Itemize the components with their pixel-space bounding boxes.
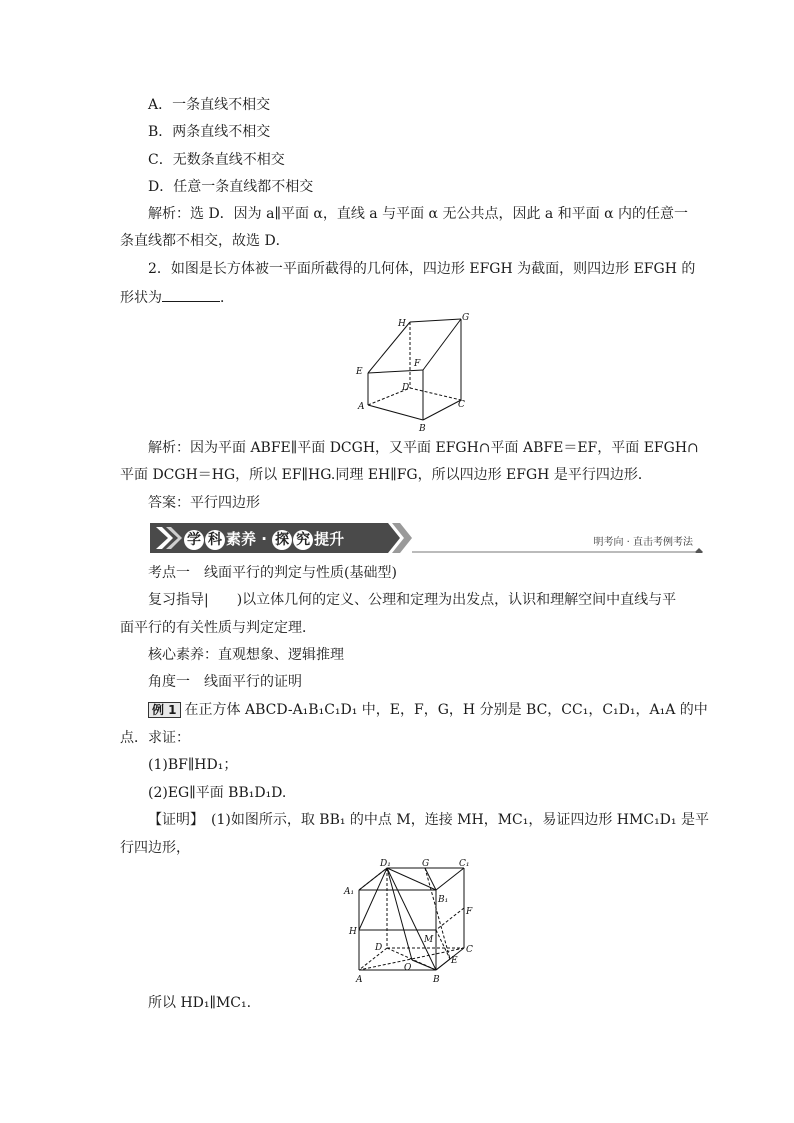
review-guide-line2: 面平行的有关性质与判定定理． bbox=[120, 620, 316, 636]
solution2-line1: 解析：因为平面 ABFE∥平面 DCGH，又平面 EFGH∩平面 ABFE＝EF，平面 EFGH∩ bbox=[148, 440, 699, 456]
figure-truncated-prism bbox=[350, 310, 480, 435]
label-H2: H bbox=[349, 927, 357, 937]
label-A1: A₁ bbox=[344, 887, 355, 897]
banner-subtitle: 明考向 · 直击考例考法 bbox=[593, 537, 693, 548]
proof-line2: 行四边形， bbox=[120, 840, 190, 856]
option-c: C．无数条直线不相交 bbox=[148, 152, 285, 168]
option-a: A．一条直线不相交 bbox=[148, 97, 271, 113]
label-E2: E bbox=[451, 956, 458, 966]
example1-line2: 点．求证： bbox=[120, 730, 190, 746]
label-D1: D₁ bbox=[380, 859, 391, 869]
label-A2: A bbox=[356, 975, 363, 985]
example-badge: 例 1 bbox=[148, 702, 181, 718]
banner-char-tan: 探 bbox=[272, 530, 292, 550]
label-F2: F bbox=[466, 907, 473, 917]
review-guide-line1: 复习指导| )以立体几何的定义、公理和定理为出发点，认识和理解空间中直线与平 bbox=[148, 592, 677, 608]
banner-text-tisheng: 提升 bbox=[314, 530, 345, 548]
problem2-prefix: 形状为 bbox=[120, 290, 162, 306]
banner-text-suyang: 素养 · bbox=[226, 530, 273, 548]
solution1-line1: 解析：选 D．因为 a∥平面 α，直线 a 与平面 α 无公共点，因此 a 和平面 α 内的任意一 bbox=[148, 206, 689, 222]
label-F: F bbox=[414, 359, 421, 369]
label-O: O bbox=[404, 963, 412, 973]
label-A: A bbox=[358, 402, 365, 412]
banner-char-jiu: 究 bbox=[293, 530, 313, 550]
option-b: B．两条直线不相交 bbox=[148, 124, 271, 140]
answer-blank bbox=[162, 287, 220, 302]
proof-conclusion: 所以 HD₁∥MC₁. bbox=[148, 995, 252, 1011]
label-C1: C₁ bbox=[459, 859, 470, 869]
core-literacy: 核心素养：直观想象、逻辑推理 bbox=[148, 647, 344, 663]
section-banner bbox=[150, 523, 705, 553]
figure-cube bbox=[340, 858, 480, 988]
banner-char-xue: 学 bbox=[184, 530, 204, 550]
proof-line1: 【证明】 (1)如图所示，取 BB₁ 的中点 M，连接 MH，MC₁，易证四边形 HMC₁D₁ 是平 bbox=[148, 812, 709, 828]
option-d: D．任意一条直线都不相交 bbox=[148, 179, 314, 195]
example1-item1: (1)BF∥HD₁； bbox=[148, 757, 238, 773]
solution2-line2: 平面 DCGH＝HG，所以 EF∥HG.同理 EH∥FG，所以四边形 EFGH 是平行四边形． bbox=[120, 467, 652, 483]
kaodian-heading: 考点一 线面平行的判定与性质(基础型) bbox=[148, 565, 397, 581]
label-M: M bbox=[424, 935, 434, 945]
problem2-line1: 2．如图是长方体被一平面所截得的几何体，四边形 EFGH 为截面，则四边形 EFGH 的 bbox=[148, 261, 696, 277]
label-E: E bbox=[356, 367, 363, 377]
label-H: H bbox=[398, 319, 406, 329]
label-B: B bbox=[419, 424, 426, 434]
example1-text: 在正方体 ABCD-A₁B₁C₁D₁ 中，E，F，G，H 分别是 BC，CC₁，C₁D₁，A₁A 的中 bbox=[184, 702, 708, 718]
label-C2: C bbox=[466, 945, 473, 955]
example1-line1 bbox=[148, 700, 708, 720]
label-B1: B₁ bbox=[438, 895, 449, 905]
banner-char-ke: 科 bbox=[205, 530, 225, 550]
label-G: G bbox=[462, 313, 470, 323]
problem2-line2 bbox=[120, 287, 234, 308]
example1-item2: (2)EG∥平面 BB₁D₁D. bbox=[148, 785, 287, 801]
problem2-suffix: ． bbox=[220, 290, 234, 306]
label-B2: B bbox=[433, 975, 440, 985]
angle-heading: 角度一 线面平行的证明 bbox=[148, 674, 302, 690]
label-D2: D bbox=[375, 943, 383, 953]
label-G2: G bbox=[422, 859, 430, 869]
solution1-line2: 条直线都不相交，故选 D． bbox=[120, 233, 290, 249]
label-D: D bbox=[402, 383, 410, 393]
answer-line: 答案：平行四边形 bbox=[148, 495, 260, 511]
label-C: C bbox=[458, 400, 465, 410]
banner-title bbox=[184, 528, 344, 548]
